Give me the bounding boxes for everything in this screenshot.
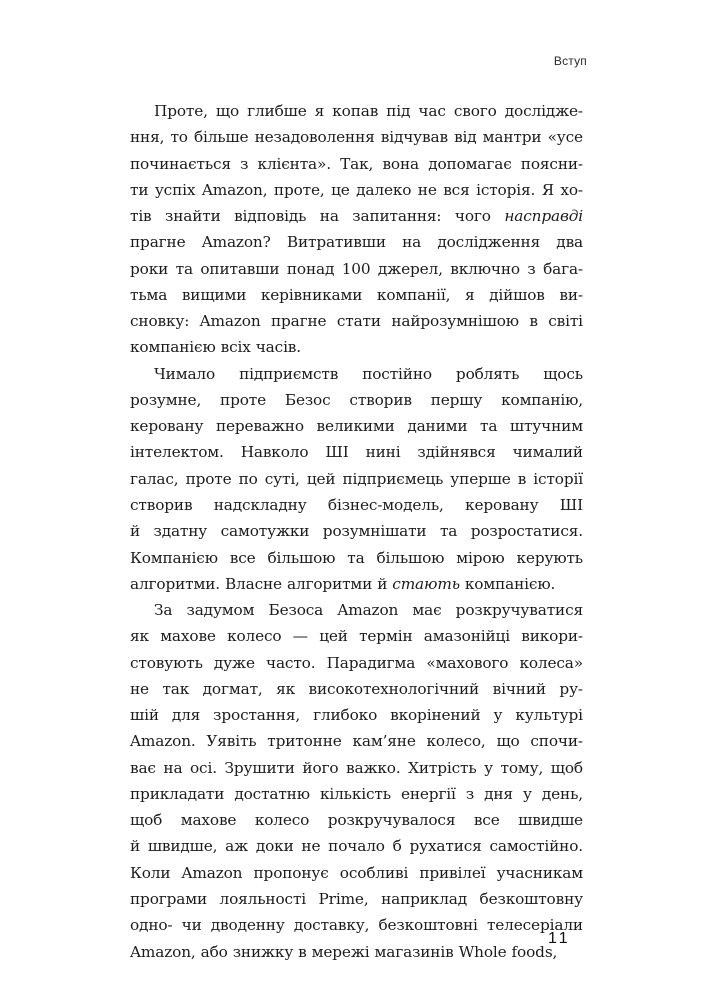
text-line: ти успіх Amazon, проте, це далеко не вся історія. Я хо- xyxy=(130,180,583,199)
text-line: керовану переважно великими даними та штучним xyxy=(130,417,583,436)
text-line: створив надскладну бізнес-модель, керовану ШІ xyxy=(130,495,583,514)
text-line: не так догмат, як високотехнологічний вічний ру- xyxy=(130,679,583,698)
text-line: розумне, проте Безос створив першу компанію, xyxy=(130,390,583,409)
text-line: одно- чи дводенну доставку, безкоштовні телесеріали xyxy=(130,916,583,935)
text-line: стовують дуже часто. Парадигма «махового колеса» xyxy=(130,653,583,672)
page-number: 11 xyxy=(548,930,571,947)
text-line: галас, проте по суті, цей підприємець уперше в історії xyxy=(130,469,583,488)
text-line: ння, то більше незадоволення відчував від мантри «усе xyxy=(130,128,583,147)
text-line: Коли Amazon пропонує особливі привілеї учасникам xyxy=(130,863,583,882)
text-line: Чимало підприємств постійно роблять щось xyxy=(154,364,583,383)
text-line: тів знайти відповідь на запитання: чого насправді xyxy=(130,207,583,226)
text-line: ває на осі. Зрушити його важко. Хитрість у тому, щоб xyxy=(130,758,583,777)
text-line: Компанією все більшою та більшою мірою керують xyxy=(130,548,583,567)
text-line: й здатну самотужки розумнішати та розростатися. xyxy=(130,522,583,541)
text-line: роки та опитавши понад 100 джерел, включно з бага- xyxy=(130,259,583,278)
text-line: починається з клієнта». Так, вона допомагає поясни- xyxy=(130,154,583,173)
text-line: інтелектом. Навколо ШІ нині здійнявся чималий xyxy=(130,443,583,462)
text-line: алгоритми. Власне алгоритми й стають компанією. xyxy=(130,574,556,593)
text-line: шій для зростання, глибоко вкорінений у культурі xyxy=(130,706,583,725)
text-line: За задумом Безоса Amazon має розкручуватися xyxy=(154,601,583,620)
running-header: Вступ xyxy=(553,54,587,68)
text-line: прикладати достатню кількість енергії з дня у день, xyxy=(130,784,583,803)
text-line: Amazon, або знижку в мережі магазинів Whole foods, xyxy=(130,942,558,961)
text-line: програми лояльності Prime, наприклад безкоштовну xyxy=(130,889,583,908)
text-line: й швидше, аж доки не почало б рухатися самостійно. xyxy=(130,837,583,856)
text-line: компанією всіх часів. xyxy=(130,338,301,357)
body-text xyxy=(130,98,583,965)
text-line: сновку: Amazon прагне стати найрозумнішою в світі xyxy=(130,312,583,331)
text-line: як махове колесо — цей термін амазонійці викори- xyxy=(130,627,583,646)
text-line: прагне Amazon? Витративши на дослідження два xyxy=(130,233,583,252)
text-line: щоб махове колесо розкручувалося все швидше xyxy=(130,811,583,830)
text-line: тьма вищими керівниками компанії, я дійшов ви- xyxy=(130,285,583,304)
text-line: Amazon. Уявіть тритонне кам’яне колесо, що спочи- xyxy=(130,732,583,751)
text-line: Проте, що глибше я копав під час свого дослідже- xyxy=(154,102,583,120)
